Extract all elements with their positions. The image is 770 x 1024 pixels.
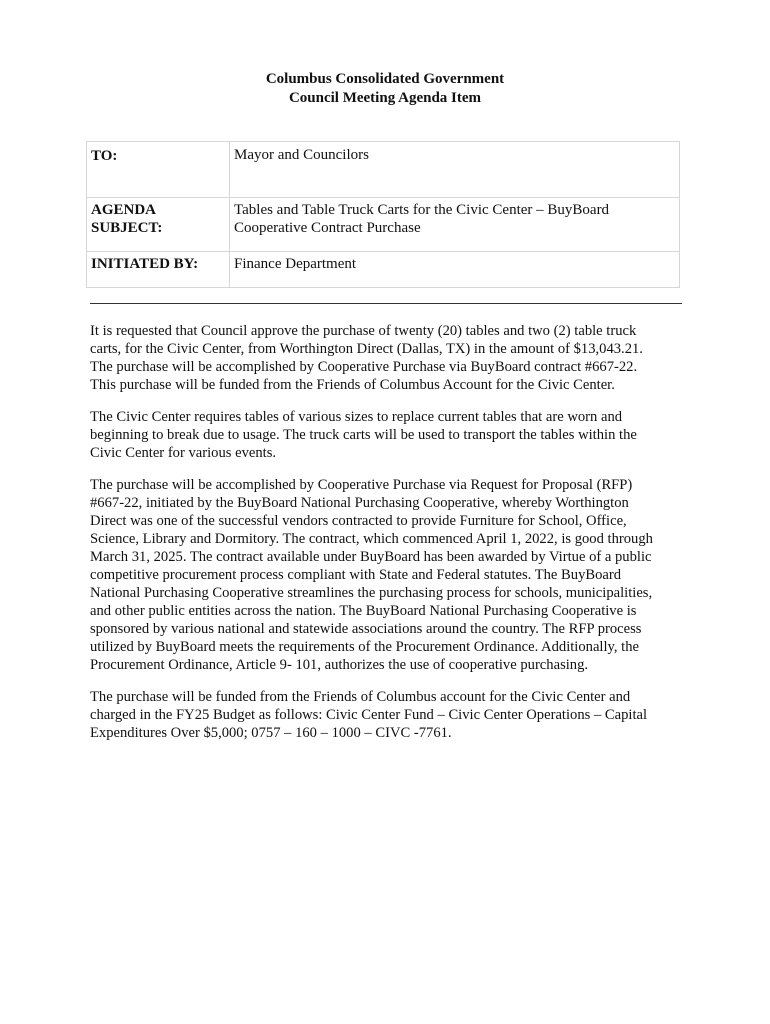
horizontal-divider	[90, 303, 682, 304]
paragraph-line: Direct was one of the successful vendors contracted to provide Furniture for School, Office,	[90, 513, 627, 529]
agenda-subject-value-line: Tables and Table Truck Carts for the Civic Center – BuyBoard	[234, 202, 610, 218]
body-paragraph	[90, 476, 690, 674]
header-document-type: Council Meeting Agenda Item	[288, 90, 482, 106]
table-row-to	[87, 142, 680, 198]
document-body	[90, 322, 690, 756]
paragraph-line: The Civic Center requires tables of various sizes to replace current tables that are worn and	[90, 409, 623, 425]
paragraph-line: The purchase will be funded from the Friends of Columbus account for the Civic Center and	[90, 689, 631, 705]
paragraph-line: Science, Library and Dormitory. The contract, which commenced April 1, 2022, is good through	[90, 531, 653, 547]
agenda-subject-value	[230, 198, 680, 252]
initiated-by-label: INITIATED BY:	[87, 252, 230, 288]
agenda-subject-label	[87, 198, 230, 252]
initiated-by-value	[230, 252, 680, 288]
body-paragraph	[90, 322, 690, 394]
paragraph-line: beginning to break due to usage. The truck carts will be used to transport the tables within the	[90, 427, 637, 443]
to-value	[230, 142, 680, 198]
agenda-subject-label-line: SUBJECT:	[91, 220, 163, 236]
paragraph-line: It is requested that Council approve the purchase of twenty (20) tables and two (2) table truck	[90, 323, 637, 339]
table-row-initiated-by	[87, 252, 680, 288]
agenda-subject-label-line: AGENDA	[91, 202, 157, 218]
paragraph-line: This purchase will be funded from the Friends of Columbus Account for the Civic Center.	[90, 377, 615, 393]
paragraph-line: #667-22, initiated by the BuyBoard National Purchasing Cooperative, whereby Worthington	[90, 495, 629, 511]
paragraph-line: National Purchasing Cooperative streamlines the purchasing process for schools, municipalities,	[90, 585, 653, 601]
to-value-line: Mayor and Councilors	[234, 147, 369, 163]
paragraph-line: Civic Center for various events.	[90, 445, 277, 461]
paragraph-line: competitive procurement process compliant with State and Federal statutes. The BuyBoard	[90, 567, 622, 583]
paragraph-line: carts, for the Civic Center, from Worthington Direct (Dallas, TX) in the amount of $13,043.21.	[90, 341, 643, 357]
paragraph-line: The purchase will be accomplished by Cooperative Purchase via BuyBoard contract #667-22.	[90, 359, 638, 375]
paragraph-line: utilized by BuyBoard meets the requirements of the Procurement Ordinance. Additionally, the	[90, 639, 640, 655]
paragraph-line: charged in the FY25 Budget as follows: Civic Center Fund – Civic Center Operations – Capital	[90, 707, 648, 723]
header-government-name: Columbus Consolidated Government	[265, 71, 505, 87]
paragraph-line: and other public entities across the nation. The BuyBoard National Purchasing Cooperative is	[90, 603, 637, 619]
body-paragraph	[90, 408, 690, 462]
paragraph-line: Procurement Ordinance, Article 9- 101, authorizes the use of cooperative purchasing.	[90, 657, 589, 673]
paragraph-line: March 31, 2025. The contract available under BuyBoard has been awarded by Virtue of a public	[90, 549, 652, 565]
initiated-by-value-line: Finance Department	[234, 256, 357, 272]
document-header	[0, 70, 770, 108]
agenda-subject-value-line: Cooperative Contract Purchase	[234, 220, 421, 236]
paragraph-line: The purchase will be accomplished by Cooperative Purchase via Request for Proposal (RFP)	[90, 477, 633, 493]
to-label: TO:	[87, 142, 230, 198]
body-paragraph	[90, 688, 690, 742]
paragraph-line: Expenditures Over $5,000; 0757 – 160 – 1000 – CIVC -7761.	[90, 725, 452, 741]
table-row-agenda-subject	[87, 198, 680, 252]
agenda-info-table	[86, 141, 680, 288]
paragraph-line: sponsored by various national and statewide associations around the country. The RFP process	[90, 621, 642, 637]
